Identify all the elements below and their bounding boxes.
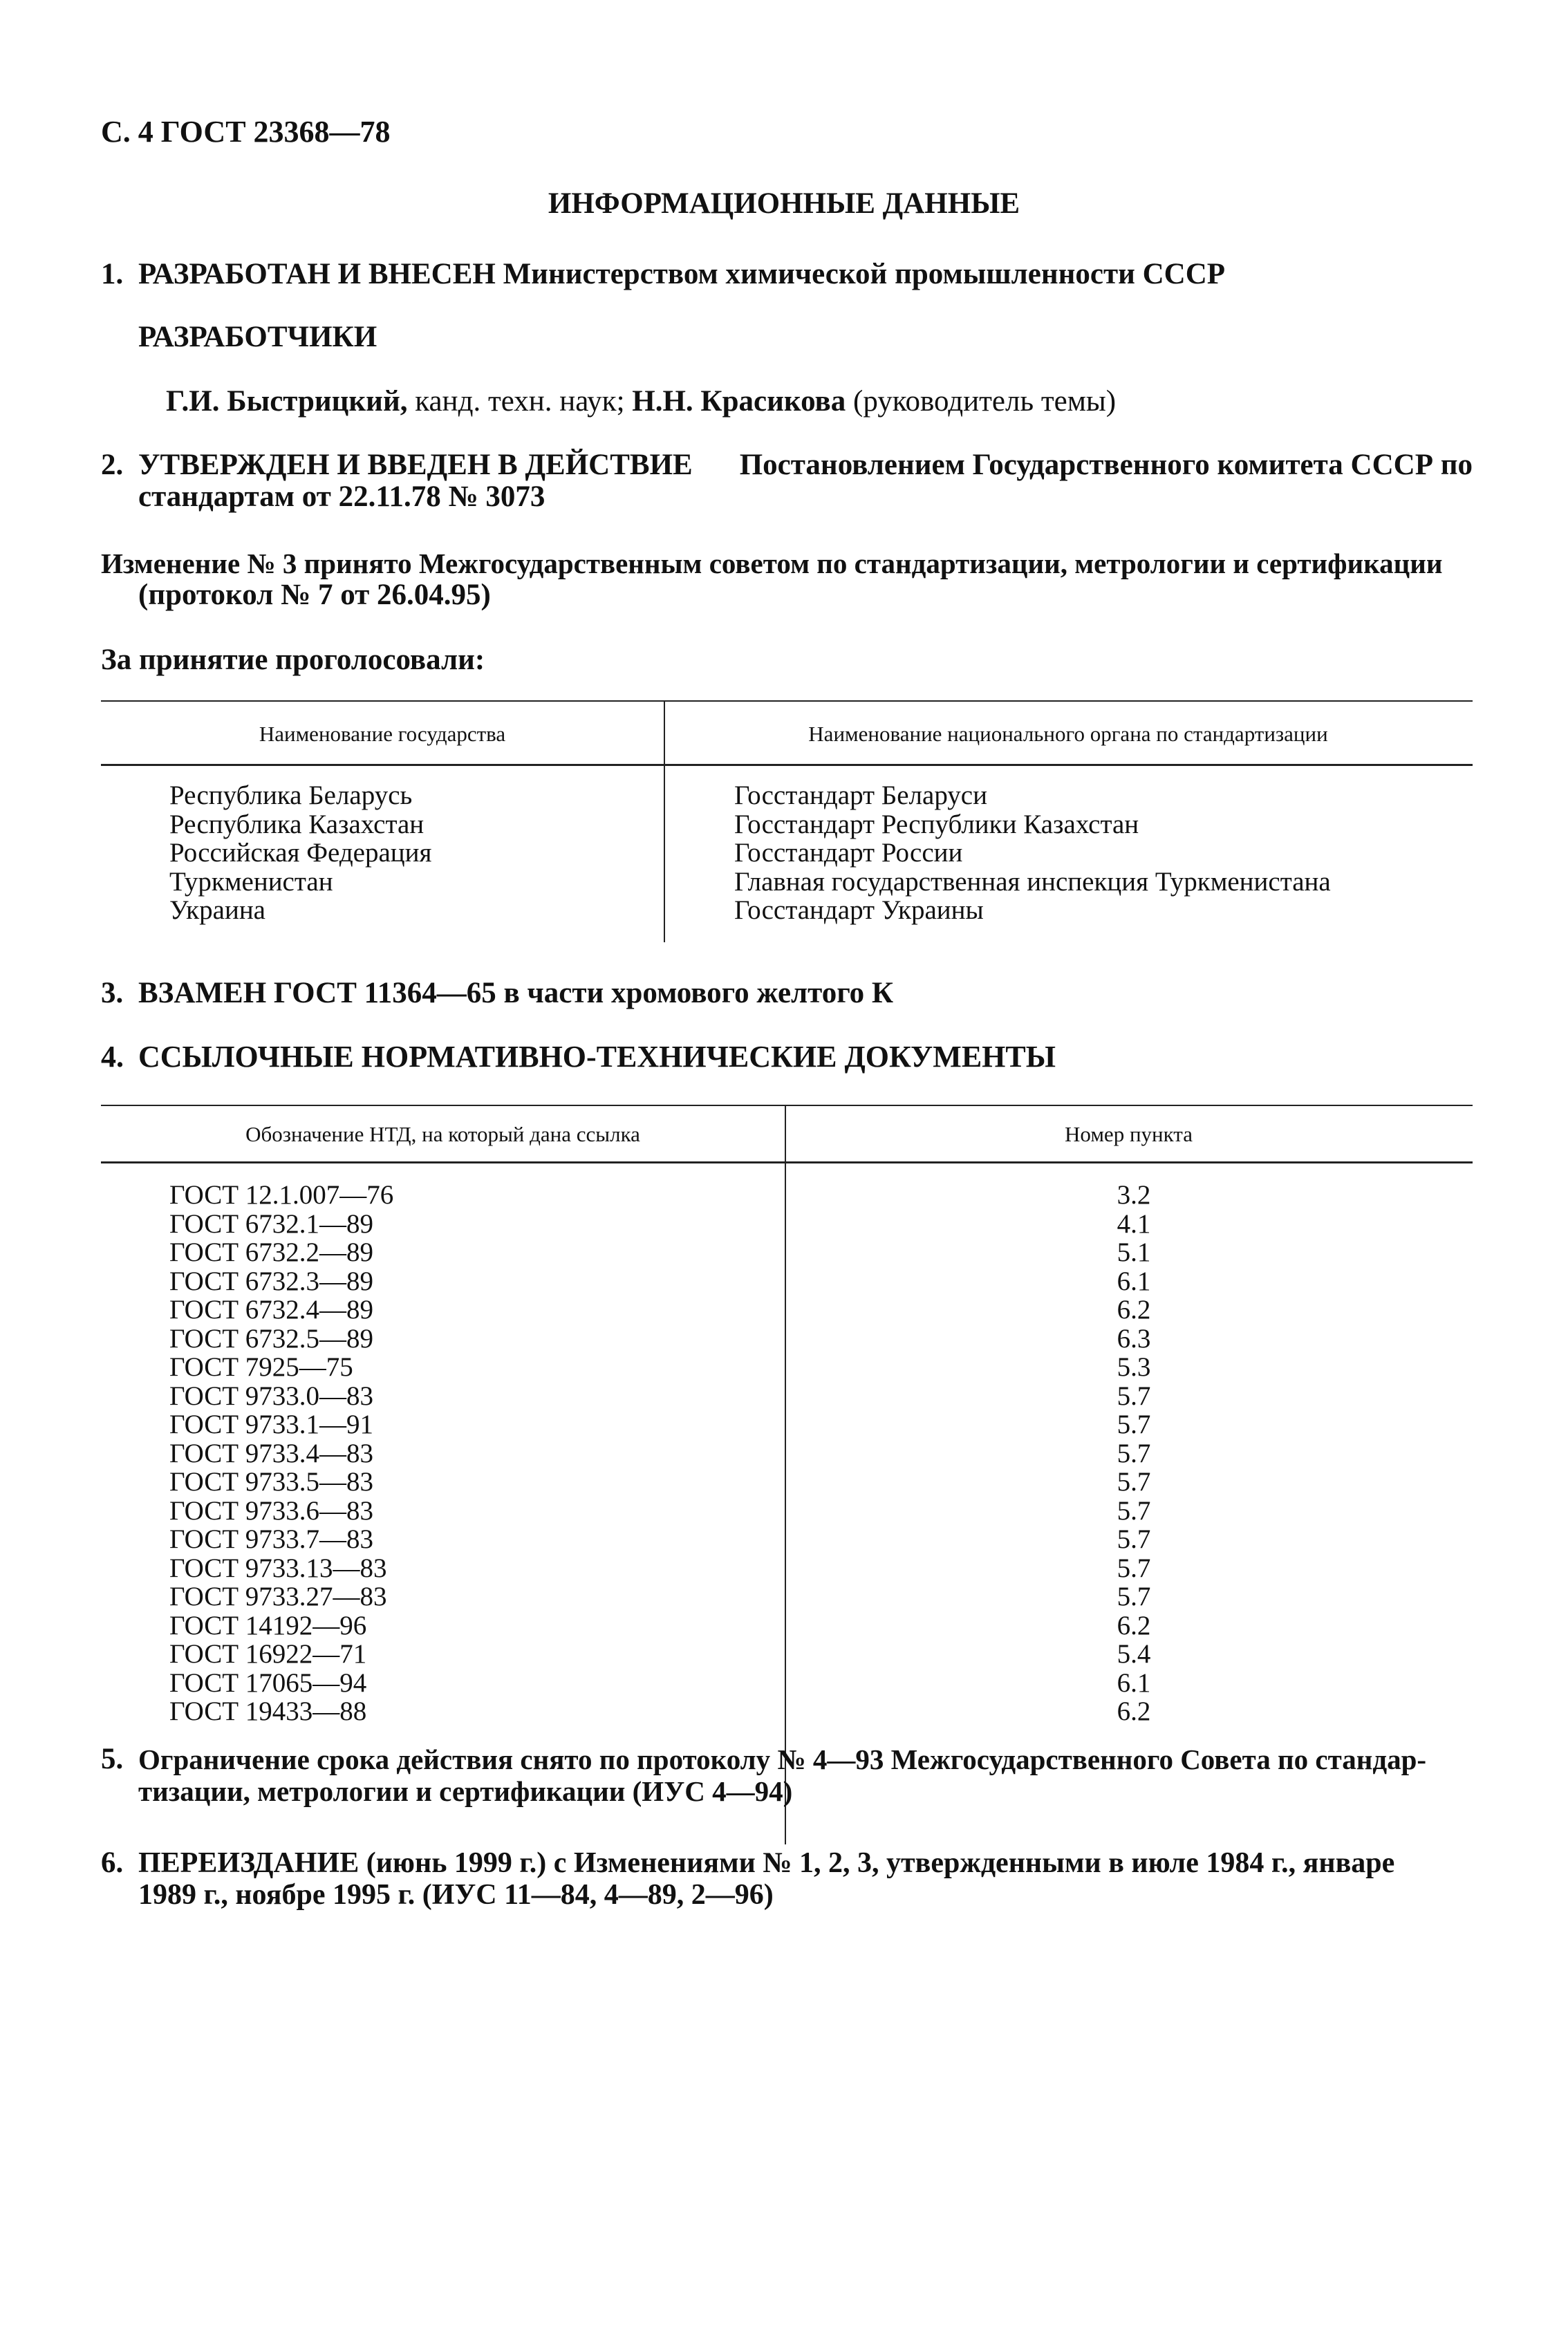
section-2-line-2: стандартам от 22.11.78 № 3073 [138, 480, 545, 513]
section-2-lead: УТВЕРЖДЕН И ВВЕДЕН В ДЕЙСТВИЕ [138, 449, 693, 481]
state-cell: Туркменистан [169, 866, 333, 897]
section-6-number: 6. [101, 1846, 124, 1879]
votes-header-state: Наименование государства [259, 722, 506, 746]
state-cell: Российская Федерация [169, 838, 432, 868]
ref-doc-cell: ГОСТ 6732.5—89 [169, 1323, 374, 1354]
page-header: С. 4 ГОСТ 23368—78 [101, 115, 391, 149]
developers-list [166, 384, 1116, 419]
ref-doc-cell: ГОСТ 7925—75 [169, 1352, 353, 1382]
ref-point-cell: 5.7 [1117, 1438, 1151, 1468]
section-1-lead: РАЗРАБОТАН И ВНЕСЕН [138, 258, 496, 290]
section-6-line-1-rest: (июнь 1999 г.) с Изменениями № 1, 2, 3, утвержденными в июле 1984 г., январе [366, 1847, 1395, 1879]
ref-doc-cell: ГОСТ 6732.1—89 [169, 1208, 374, 1239]
refs-header-document: Обозначение НТД, на который дана ссылка [245, 1122, 640, 1146]
refs-table-top-rule [101, 1105, 1473, 1106]
section-3-number: 3. [101, 977, 124, 1009]
section-4-number: 4. [101, 1040, 124, 1074]
section-4-text: ССЫЛОЧНЫЕ НОРМАТИВНО-ТЕХНИЧЕСКИЕ ДОКУМЕНТЫ [138, 1040, 1056, 1074]
voted-label: За принятие проголосовали: [101, 644, 485, 676]
ref-doc-cell: ГОСТ 19433—88 [169, 1696, 367, 1726]
developer-2-name: Н.Н. Красикова [632, 385, 846, 418]
ref-doc-cell: ГОСТ 17065—94 [169, 1667, 367, 1698]
ref-doc-cell: ГОСТ 9733.5—83 [169, 1467, 374, 1497]
ref-point-cell: 6.1 [1117, 1266, 1151, 1296]
ref-point-cell: 5.4 [1117, 1639, 1151, 1669]
body-cell: Госстандарт Республики Казахстан [734, 809, 1139, 839]
ref-point-cell: 3.2 [1117, 1180, 1151, 1210]
votes-table-header-rule [101, 764, 1473, 766]
votes-table-top-rule [101, 700, 1473, 702]
developer-1-role: канд. техн. наук; [415, 385, 625, 418]
ref-doc-cell: ГОСТ 9733.4—83 [169, 1438, 374, 1468]
ref-doc-cell: ГОСТ 9733.0—83 [169, 1381, 374, 1411]
section-5-number: 5. [101, 1743, 124, 1775]
ref-doc-cell: ГОСТ 9733.6—83 [169, 1495, 374, 1526]
ref-point-cell: 4.1 [1117, 1208, 1151, 1239]
section-5-line-1: Ограничение срока действия снято по протоколу № 4—93 Межгосударственного Совета по стандар- [138, 1743, 1427, 1775]
ref-point-cell: 6.1 [1117, 1667, 1151, 1698]
section-6-lead: ПЕРЕИЗДАНИЕ [138, 1847, 360, 1879]
ref-point-cell: 5.3 [1117, 1352, 1151, 1382]
refs-table-header-rule [101, 1161, 1473, 1163]
refs-table-column-divider [785, 1105, 786, 1844]
section-6-line-1 [138, 1846, 1394, 1880]
section-1-text [138, 257, 1225, 292]
state-cell: Украина [169, 895, 265, 925]
section-5-line-2: тизации, метрологии и сертификации (ИУС 4—94) [138, 1775, 793, 1807]
state-cell: Республика Казахстан [169, 809, 424, 839]
ref-point-cell: 6.2 [1117, 1696, 1151, 1726]
body-cell: Госстандарт России [734, 838, 963, 868]
body-cell: Главная государственная инспекция Туркменистана [734, 866, 1331, 897]
amendment-line-2: (протокол № 7 от 26.04.95) [138, 579, 491, 611]
ref-doc-cell: ГОСТ 9733.13—83 [169, 1553, 387, 1583]
developers-heading: РАЗРАБОТЧИКИ [138, 321, 377, 353]
refs-header-point: Номер пункта [1065, 1122, 1193, 1146]
ref-doc-cell: ГОСТ 16922—71 [169, 1639, 367, 1669]
votes-body-column [734, 781, 1331, 925]
document-title: ИНФОРМАЦИОННЫЕ ДАННЫЕ [548, 187, 1020, 220]
votes-state-column [169, 781, 431, 925]
ref-doc-cell: ГОСТ 9733.27—83 [169, 1582, 387, 1611]
ref-doc-cell: ГОСТ 6732.2—89 [169, 1237, 374, 1267]
ref-point-cell: 5.7 [1117, 1582, 1151, 1611]
ref-point-cell: 5.7 [1117, 1467, 1151, 1497]
ref-doc-cell: ГОСТ 6732.4—89 [169, 1295, 374, 1325]
section-6-line-2: 1989 г., ноябре 1995 г. (ИУС 11—84, 4—89, 2—96) [138, 1879, 774, 1911]
section-1-body: Министерством химической промышленности СССР [503, 258, 1226, 290]
refs-point-column [1092, 1181, 1175, 1726]
ref-point-cell: 5.7 [1117, 1524, 1151, 1554]
section-2-line-1 [138, 448, 1473, 483]
ref-doc-cell: ГОСТ 12.1.007—76 [169, 1180, 394, 1210]
section-2-line-1-rest: Постановлением Государственного комитета СССР по [739, 449, 1473, 481]
ref-point-cell: 5.7 [1117, 1495, 1151, 1526]
ref-doc-cell: ГОСТ 9733.7—83 [169, 1524, 374, 1554]
ref-point-cell: 6.2 [1117, 1295, 1151, 1325]
body-cell: Госстандарт Украины [734, 895, 984, 925]
ref-point-cell: 5.7 [1117, 1410, 1151, 1439]
body-cell: Госстандарт Беларуси [734, 780, 987, 810]
ref-point-cell: 6.3 [1117, 1323, 1151, 1354]
ref-doc-cell: ГОСТ 14192—96 [169, 1610, 367, 1640]
developer-2-role: (руководитель темы) [853, 385, 1117, 418]
ref-doc-cell: ГОСТ 9733.1—91 [169, 1410, 374, 1439]
section-1-number: 1. [101, 258, 124, 290]
state-cell: Республика Беларусь [169, 780, 413, 810]
ref-point-cell: 5.1 [1117, 1237, 1151, 1267]
developer-1-name: Г.И. Быстрицкий, [166, 385, 408, 418]
votes-header-body: Наименование национального органа по стандартизации [808, 722, 1328, 746]
refs-document-column [169, 1181, 393, 1726]
ref-doc-cell: ГОСТ 6732.3—89 [169, 1266, 374, 1296]
ref-point-cell: 5.7 [1117, 1553, 1151, 1583]
ref-point-cell: 6.2 [1117, 1610, 1151, 1640]
section-2-number: 2. [101, 449, 124, 481]
section-3-text: ВЗАМЕН ГОСТ 11364—65 в части хромового желтого К [138, 977, 894, 1009]
ref-point-cell: 5.7 [1117, 1381, 1151, 1411]
amendment-line-1: Изменение № 3 принято Межгосударственным советом по стандартизации, метрологии и сертификации [101, 548, 1443, 579]
